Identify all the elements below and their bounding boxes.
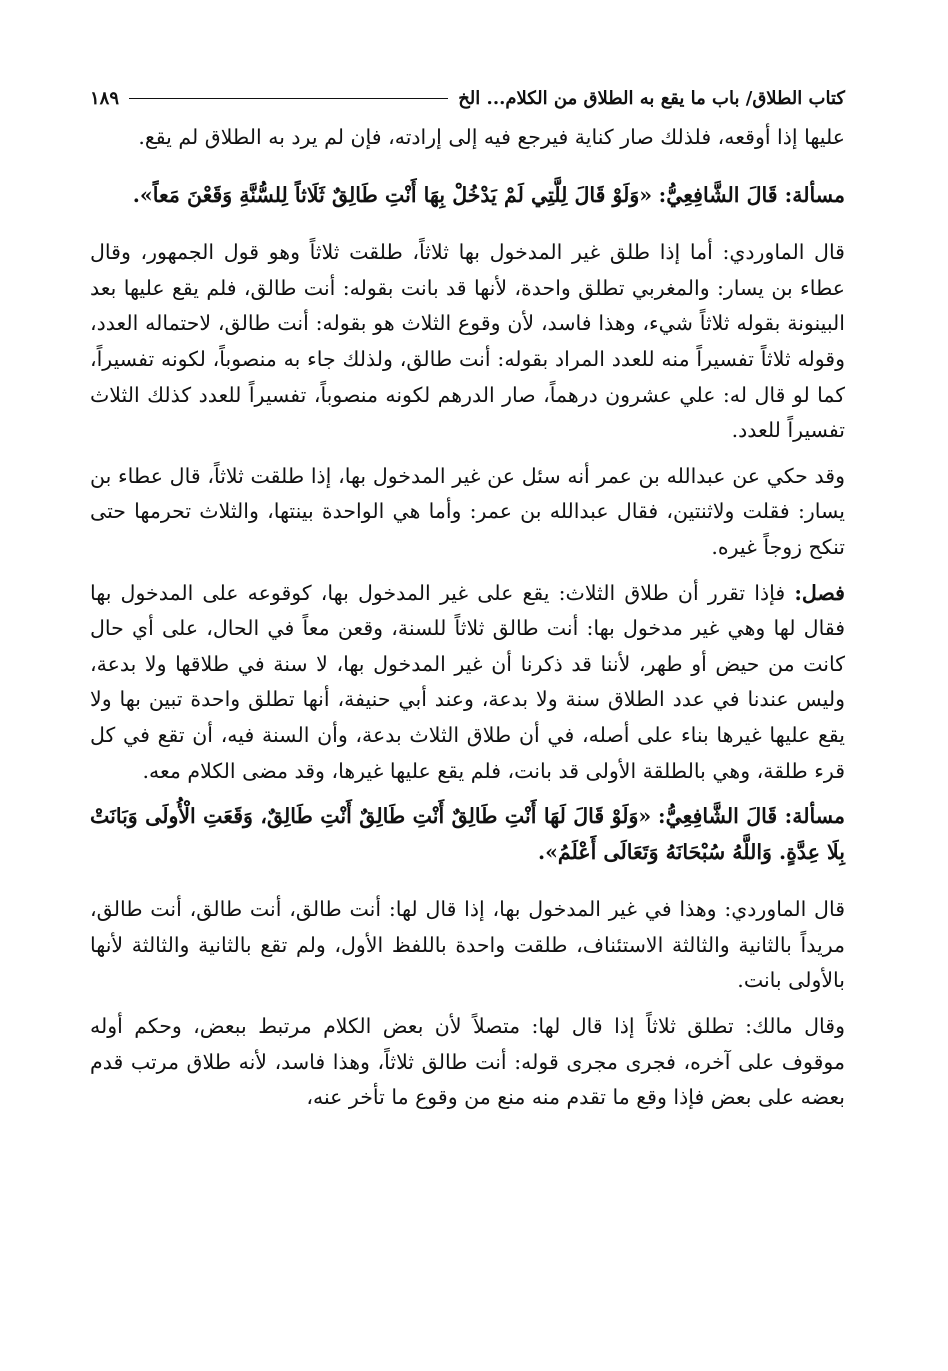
paragraph-fasl [90,576,845,790]
paragraph-text: وقال مالك: تطلق ثلاثاً إذا قال لها: متصلاً لأن بعض الكلام مرتبط ببعض، وحكم أوله موقوف على آخره، فجرى مجرى قوله: أنت طالق ثلاثاً، وهذا فاسد، لأنه طلاق مرتب قدم بعضه على بعض فإذا وقع ما تقدم منه منع من وقوع ما تأخر عنه، [90,1014,845,1110]
paragraph-continuation [90,120,845,156]
page-number: ١٨٩ [90,87,120,109]
running-header [90,82,845,114]
body-text [90,120,845,1116]
header-rule [129,98,448,99]
paragraph-text: قال الماوردي: وهذا في غير المدخول بها، إذا قال لها: أنت طالق، أنت طالق، أنت طالق، مريداً بالثانية والثالثة الاستئناف، طلقت واحدة باللفظ الأول، ولم تقع بالثانية والثالثة لأنها بالأولى بانت. [90,897,845,993]
paragraph-ibn-umar [90,459,845,566]
paragraph-masala-2 [90,799,845,870]
paragraph-masala-1 [90,178,845,214]
paragraph-text: قال الماوردي: أما إذا طلق غير المدخول بها ثلاثاً، طلقت ثلاثاً وهو قول الجمهور، وقال عطاء بن يسار: والمغربي تطلق واحدة، لأنها قد بانت بقوله: أنت طالق، فلم يقع عليها بعد البينونة بقوله ثلاثاً شيء، وهذا فاسد، لأن وقوع الثلاث هو بقوله: أنت طالق، لاحتماله العدد، وقوله ثلاثاً تفسيراً منه للعدد المراد بقوله: أنت طالق، ولذلك جاء به منصوباً، لكونه تفسيراً، كما لو قال له: علي عشرون درهماً، صار الدرهم لكونه منصوباً، تفسيراً للعدد كذلك الثلاث تفسيراً للعدد. [90,240,845,443]
paragraph-malik [90,1009,845,1116]
paragraph-text: فإذا تقرر أن طلاق الثلاث: يقع على غير المدخول بها، كوقوعه على المدخول بها فقال لها وهي غير مدخول بها: أنت طالق ثلاثاً للسنة، وقعن معاً في الحال، على أي حال كانت من حيض أو طهر، لأننا قد ذكرنا أن غير المدخول بها، لا سنة في طلاقها ولا بدعة، وليس عندنا في عدد الطلاق سنة ولا بدعة، وعند أبي حنيفة، أنها تطلق واحدة تبين بها ولا يقع عليها غيرها بناء على أصله، في أن طلاق الثلاث بدعة، وأن السنة فيه، أن تقع في كل قرء طلقة، وهي بالطلقة الأولى قد بانت، فلم يقع عليها غيرها، وقد مضى الكلام معه. [90,580,845,783]
fasl-heading: فصل: [794,580,845,605]
masala-heading: مسألة: قَالَ الشَّافِعِيُّ: [658,182,845,207]
paragraph-mawardi-1 [90,235,845,449]
book-page [90,82,845,1352]
paragraph-text: وقد حكي عن عبدالله بن عمر أنه سئل عن غير المدخول بها، إذا طلقت ثلاثاً، قال عطاء بن يسار: فقلت ولاثنتين، فقال عبدالله بن عمر: وأما هي الواحدة بينتها، والثلاث تحرمها حتى تنكح زوجاً غيره. [90,463,845,559]
shafii-quote: «وَلَوْ قَالَ لَهَا أَنْتِ طَالِقٌ أَنْتِ طَالِقٌ أَنْتِ طَالِقٌ، وَقَعَتِ الْأُولَى وَبَانَتْ بِلَا عِدَّةٍ. وَاللَّهُ سُبْحَانَهُ وَتَعَالَى أَعْلَمُ». [90,804,845,864]
chapter-title: كتاب الطلاق/ باب ما يقع به الطلاق من الكلام... الخ [458,87,845,109]
shafii-quote: «وَلَوْ قَالَ لِلَّتِي لَمْ يَدْخُلْ بِهَا أَنْتِ طَالِقٌ ثَلَاثاً لِلسُّنَّةِ وَقَعْنَ مَعاً». [132,182,653,207]
paragraph-text: عليها إذا أوقعه، فلذلك صار كناية فيرجع فيه إلى إرادته، فإن لم يرد به الطلاق لم يقع. [138,125,845,149]
masala-heading: مسألة: قَالَ الشَّافِعِيُّ: [658,804,845,829]
paragraph-mawardi-2 [90,892,845,999]
